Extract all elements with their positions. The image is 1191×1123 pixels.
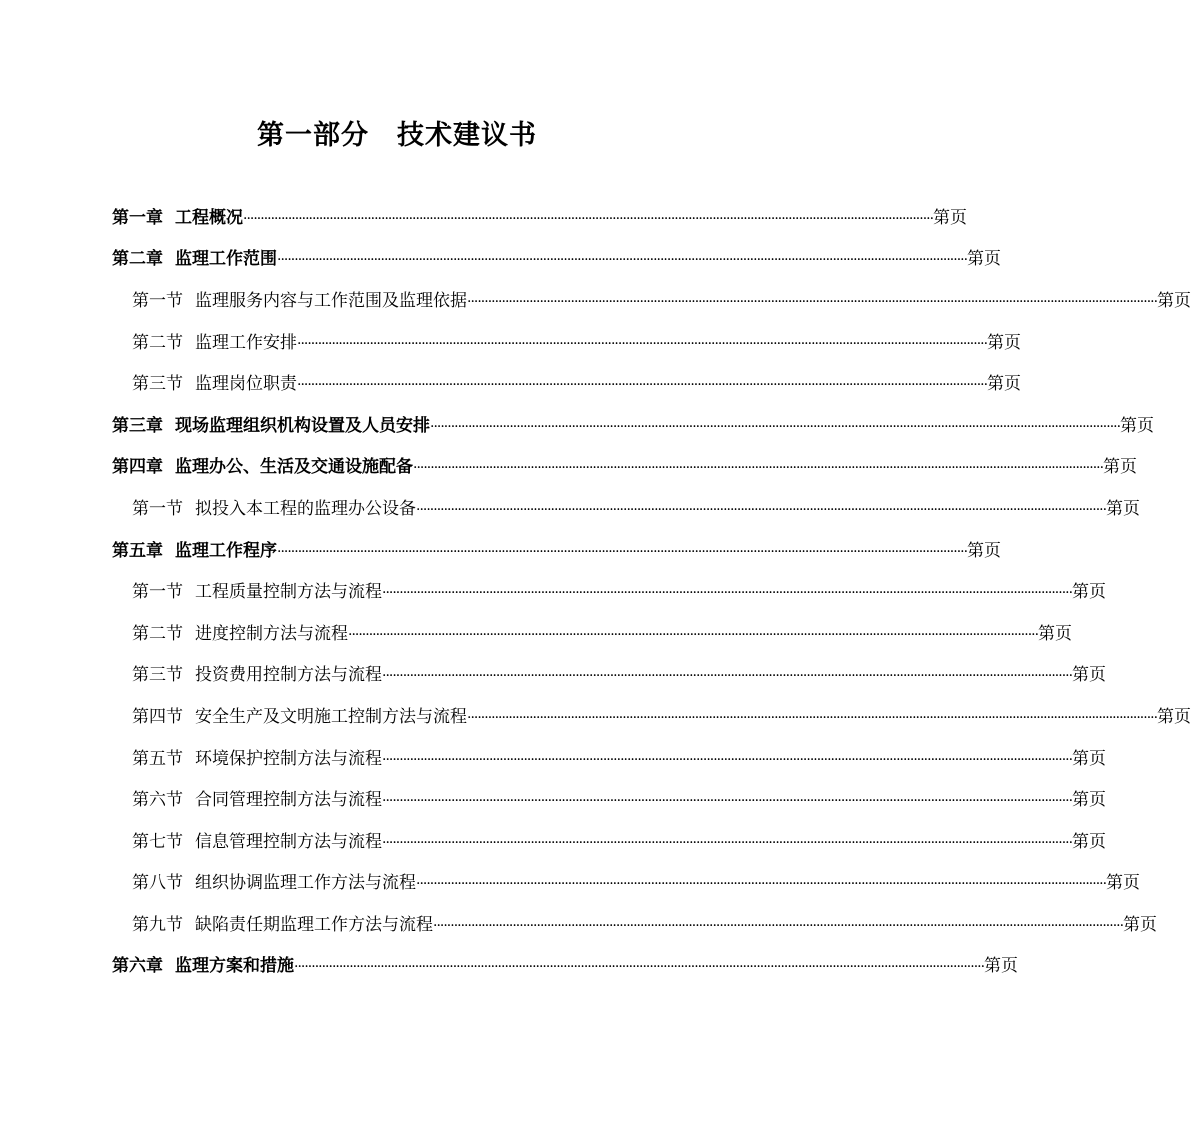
toc-entry-number: 第五章 (112, 540, 163, 561)
toc-chapter-entry (112, 197, 968, 239)
toc-section-entry (112, 904, 1158, 946)
toc-entry-number: 第一节 (132, 582, 183, 603)
toc-entry-number: 第二章 (112, 249, 163, 270)
toc-dot-leader: ········································································································································································································ (297, 335, 988, 352)
toc-section-entry (112, 322, 1022, 364)
toc-section-entry (112, 363, 1022, 405)
toc-entry-title: 投资费用控制方法与流程 (195, 665, 382, 686)
toc-entry-number: 第四章 (112, 457, 163, 478)
toc-entry-page: 第页 (1072, 665, 1107, 686)
toc-entry-number: 第六章 (112, 956, 163, 977)
toc-chapter-entry (112, 405, 1155, 447)
toc-entry-number: 第七节 (132, 831, 183, 852)
toc-dot-leader: ········································································································································································································ (294, 959, 985, 976)
toc-entry-title: 监理工作程序 (175, 540, 277, 561)
toc-entry-title: 监理方案和措施 (175, 956, 294, 977)
toc-section-entry (112, 280, 1191, 322)
toc-entry-number: 第二节 (132, 332, 183, 353)
page-title: 第一部分 技术建议书 (257, 120, 537, 151)
toc-chapter-entry (112, 239, 1002, 281)
toc-entry-title: 拟投入本工程的监理办公设备 (195, 498, 416, 519)
toc-entry-number: 第二节 (132, 623, 183, 644)
toc-dot-leader: ········································································································································································································ (467, 709, 1158, 726)
toc-entry-number: 第一节 (132, 498, 183, 519)
toc-dot-leader: ········································································································································································································ (382, 834, 1073, 851)
toc-section-entry (112, 821, 1107, 863)
toc-entry-page: 第页 (1072, 790, 1107, 811)
toc-entry-title: 监理工作安排 (195, 332, 297, 353)
toc-entry-number: 第六节 (132, 790, 183, 811)
toc-entry-page: 第页 (967, 249, 1002, 270)
toc-entry-title: 信息管理控制方法与流程 (195, 831, 382, 852)
toc-dot-leader: ········································································································································································································ (243, 210, 934, 227)
toc-dot-leader: ········································································································································································································ (382, 751, 1073, 768)
toc-entry-title: 现场监理组织机构设置及人员安排 (175, 415, 430, 436)
toc-entry-number: 第四节 (132, 706, 183, 727)
toc-entry-page: 第页 (1157, 706, 1191, 727)
toc-dot-leader: ········································································································································································································ (382, 668, 1073, 685)
toc-entry-page: 第页 (987, 374, 1022, 395)
toc-entry-title: 安全生产及文明施工控制方法与流程 (195, 706, 467, 727)
toc-dot-leader: ········································································································································································································ (433, 917, 1124, 934)
toc-entry-page: 第页 (987, 332, 1022, 353)
toc-dot-leader: ········································································································································································································ (467, 293, 1158, 310)
toc-entry-title: 监理岗位职责 (195, 374, 297, 395)
toc-dot-leader: ········································································································································································································ (382, 793, 1073, 810)
toc-section-entry (112, 571, 1107, 613)
toc-entry-number: 第三节 (132, 665, 183, 686)
toc-entry-page: 第页 (933, 207, 968, 228)
toc-entry-title: 合同管理控制方法与流程 (195, 790, 382, 811)
toc-entry-page: 第页 (967, 540, 1002, 561)
toc-entry-number: 第九节 (132, 914, 183, 935)
toc-entry-number: 第五节 (132, 748, 183, 769)
toc-entry-title: 监理服务内容与工作范围及监理依据 (195, 290, 467, 311)
toc-entry-page: 第页 (1157, 290, 1191, 311)
toc-entry-title: 组织协调监理工作方法与流程 (195, 873, 416, 894)
toc-section-entry (112, 488, 1141, 530)
toc-dot-leader: ········································································································································································································ (430, 418, 1121, 435)
toc-entry-number: 第三章 (112, 415, 163, 436)
toc-entry-page: 第页 (1106, 873, 1141, 894)
toc-dot-leader: ········································································································································································································ (416, 876, 1107, 893)
toc-chapter-entry (112, 530, 1002, 572)
toc-dot-leader: ········································································································································································································ (416, 501, 1107, 518)
toc-entry-page: 第页 (1103, 457, 1138, 478)
toc-chapter-entry (112, 946, 1019, 988)
toc-section-entry (112, 613, 1073, 655)
toc-dot-leader: ········································································································································································································ (413, 460, 1104, 477)
toc-entry-title: 环境保护控制方法与流程 (195, 748, 382, 769)
table-of-contents (112, 197, 1191, 987)
toc-chapter-entry (112, 447, 1138, 489)
toc-entry-title: 监理办公、生活及交通设施配备 (175, 457, 413, 478)
toc-entry-page: 第页 (1038, 623, 1073, 644)
toc-entry-page: 第页 (1072, 748, 1107, 769)
toc-section-entry (112, 738, 1107, 780)
toc-entry-title: 工程概况 (175, 207, 243, 228)
toc-entry-number: 第一章 (112, 207, 163, 228)
toc-dot-leader: ········································································································································································································ (382, 585, 1073, 602)
toc-entry-number: 第八节 (132, 873, 183, 894)
toc-section-entry (112, 863, 1141, 905)
toc-entry-title: 进度控制方法与流程 (195, 623, 348, 644)
toc-section-entry (112, 779, 1107, 821)
toc-entry-page: 第页 (1120, 415, 1155, 436)
toc-entry-page: 第页 (1072, 582, 1107, 603)
toc-entry-page: 第页 (984, 956, 1019, 977)
toc-dot-leader: ········································································································································································································ (277, 252, 968, 269)
toc-entry-number: 第三节 (132, 374, 183, 395)
toc-entry-page: 第页 (1106, 498, 1141, 519)
toc-entry-title: 监理工作范围 (175, 249, 277, 270)
toc-section-entry (112, 696, 1191, 738)
toc-entry-title: 工程质量控制方法与流程 (195, 582, 382, 603)
toc-dot-leader: ········································································································································································································ (277, 543, 968, 560)
toc-entry-title: 缺陷责任期监理工作方法与流程 (195, 914, 433, 935)
toc-entry-number: 第一节 (132, 290, 183, 311)
toc-section-entry (112, 655, 1107, 697)
toc-entry-page: 第页 (1072, 831, 1107, 852)
toc-entry-page: 第页 (1123, 914, 1158, 935)
toc-dot-leader: ········································································································································································································ (348, 626, 1039, 643)
toc-dot-leader: ········································································································································································································ (297, 377, 988, 394)
